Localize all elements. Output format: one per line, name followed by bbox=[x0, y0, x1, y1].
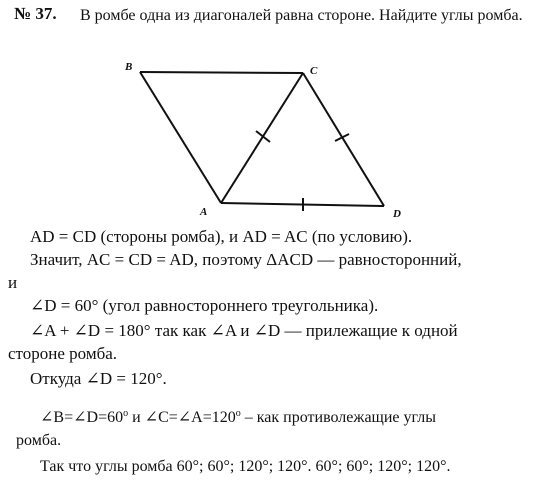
vertex-label-c: C bbox=[310, 65, 318, 77]
rhombus-figure bbox=[140, 72, 384, 211]
diagonal-ac bbox=[221, 73, 303, 203]
solution-line-9: ромба. bbox=[16, 432, 62, 449]
solution-line-2: Значит, AC = CD = AD, поэтому ΔACD — равносторонний, bbox=[30, 250, 462, 269]
tick-mark-cd bbox=[335, 134, 349, 141]
vertex-label-d: D bbox=[393, 208, 401, 220]
side-bc bbox=[140, 72, 303, 73]
problem-number: № 37. bbox=[14, 4, 57, 23]
degree-mark-2: o bbox=[235, 408, 241, 419]
solution-line-3: и bbox=[8, 273, 18, 292]
solution-line-5: ∠A + ∠D = 180° так как ∠A и ∠D — прилежащие к одной bbox=[30, 321, 458, 340]
problem-statement: В ромбе одна из диагоналей равна стороне. Найдите углы ромба. bbox=[80, 7, 523, 24]
degree-mark-1: o bbox=[123, 408, 129, 419]
line8-part3: – как противолежащие углы bbox=[240, 409, 437, 426]
solution-line-4: ∠D = 60° (угол равностороннего треугольника). bbox=[30, 296, 379, 315]
solution-line-7: Откуда ∠D = 120°. bbox=[30, 369, 167, 388]
solution-line-1: AD = CD (стороны ромба), и AD = AC (по условию). bbox=[30, 227, 413, 246]
solution-line-6: стороне ромба. bbox=[8, 344, 118, 363]
solution-line-10: Так что углы ромба 60°; 60°; 120°; 120°. 60°; 60°; 120°; 120°. bbox=[40, 458, 451, 475]
vertex-label-a: A bbox=[200, 206, 208, 218]
side-ab bbox=[140, 72, 221, 203]
line8-part1: ∠B=∠D=60 bbox=[40, 409, 124, 426]
solution-line-8 bbox=[40, 407, 436, 429]
vertex-label-b: B bbox=[125, 61, 133, 73]
side-cd bbox=[303, 73, 384, 206]
line8-part2: и ∠C=∠A=120 bbox=[128, 409, 236, 426]
tick-mark-ac bbox=[256, 131, 270, 142]
